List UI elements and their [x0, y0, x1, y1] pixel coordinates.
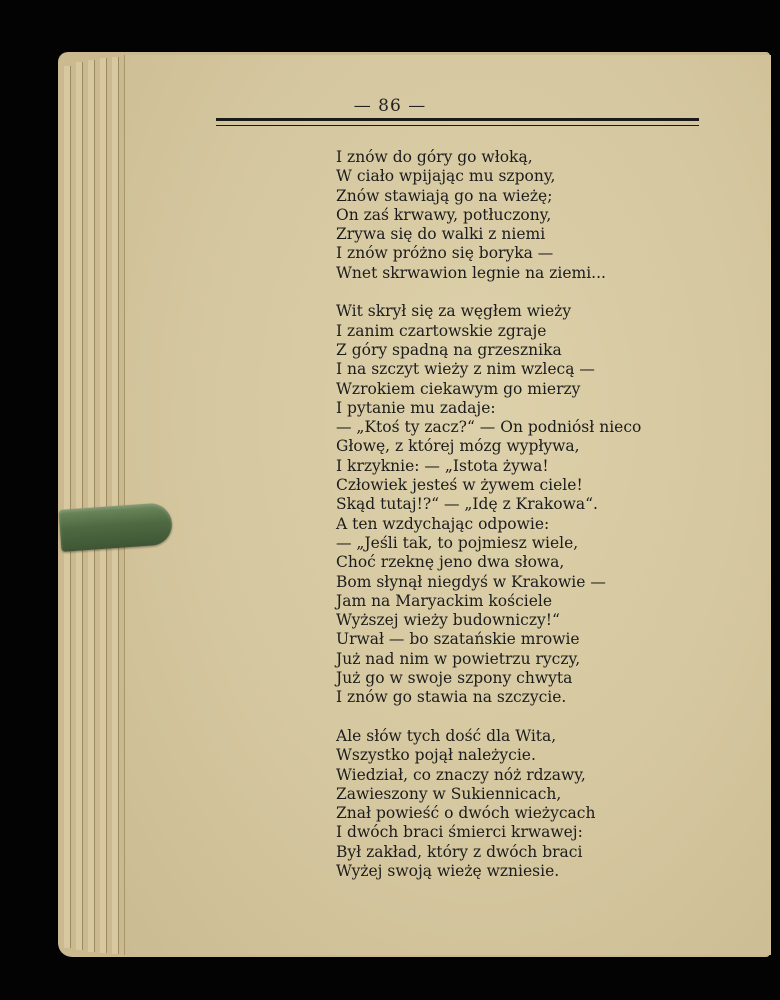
poem-line: I dwóch braci śmierci krwawej: — [336, 823, 583, 842]
page-edge — [76, 62, 83, 950]
poem-line: I znów do góry go włoką, — [336, 148, 533, 166]
page-number: — 86 — — [353, 96, 427, 116]
page-edge — [64, 66, 71, 948]
poem-line: Znów stawiają go na wieżę; — [336, 186, 553, 205]
poem-line: I pytanie mu zadaje: — [336, 398, 496, 417]
poem-line: Wnet skrwawion legnie na ziemi... — [336, 263, 606, 282]
poem-line: I na szczyt wieży z nim wzlecą — — [336, 360, 595, 379]
poem-line: I zanim czartowskie zgraje — [336, 321, 547, 340]
page-edge — [88, 60, 95, 952]
poem-line: Jam na Maryackim kościele — [336, 591, 553, 610]
poem-line: Ale słów tych dość dla Wita, — [336, 726, 557, 745]
poem-line: Z góry spadną na grzesznika — [336, 340, 562, 359]
poem-line: Wit skrył się za węgłem wieży — [336, 302, 572, 321]
poem-line: Bom słynął niegdyś w Krakowie — — [336, 572, 606, 591]
header-rule-thin — [216, 125, 699, 126]
poem-line: Człowiek jesteś w żywem ciele! — [336, 476, 583, 495]
poem-line: Był zakład, który z dwóch braci — [336, 842, 583, 861]
poem-line: I krzyknie: — „Istota żywa! — [336, 456, 549, 475]
poem-line: Wiedział, co znaczy nóż rdzawy, — [336, 765, 586, 784]
poem-line: I znów go stawia na szczycie. — [336, 688, 567, 707]
poem-line: On zaś krwawy, potłuczony, — [336, 205, 552, 224]
header-rule — [216, 118, 699, 121]
poem-line: Wyższej wieży budowniczy!“ — [336, 611, 560, 630]
poem-text — [336, 148, 656, 881]
poem-line: Skąd tutaj!?“ — „Idę z Krakowa“. — [336, 495, 598, 514]
poem-line: Urwał — bo szatańskie mrowie — [336, 630, 580, 649]
stanza-gap — [336, 283, 656, 302]
page-edge — [100, 58, 107, 953]
poem-line: Głowę, z której mózg wypływa, — [336, 437, 580, 456]
poem-line: Choć rzeknę jeno dwa słowa, — [336, 553, 565, 572]
poem-line: — „Jeśli tak, to pojmiesz wiele, — [336, 533, 579, 552]
ribbon-bookmark[interactable] — [59, 502, 174, 552]
poem-line: A ten wzdychając odpowie: — [336, 514, 550, 533]
poem-line: W ciało wpijając mu szpony, — [336, 167, 556, 186]
poem-line: Wzrokiem ciekawym go mierzy — [336, 379, 581, 398]
poem-line: Zrywa się do walki z niemi — [336, 225, 546, 244]
stanza-gap — [336, 708, 656, 727]
poem-line: Wyżej swoją wieżę wzniesie. — [336, 861, 560, 880]
poem-line: I znów próżno się boryka — — [336, 244, 554, 263]
poem-line: Znał powieść o dwóch wieżycach — [336, 804, 596, 823]
poem-line: Zawieszony w Sukiennicach, — [336, 784, 562, 803]
poem-line: — „Ktoś ty zacz?“ — On podniósł nieco — [336, 418, 642, 437]
poem-line: Już go w swoje szpony chwyta — [336, 669, 573, 688]
poem-line: Wszystko pojął należycie. — [336, 746, 536, 765]
poem-line: Już nad nim w powietrzu ryczy, — [336, 649, 581, 668]
